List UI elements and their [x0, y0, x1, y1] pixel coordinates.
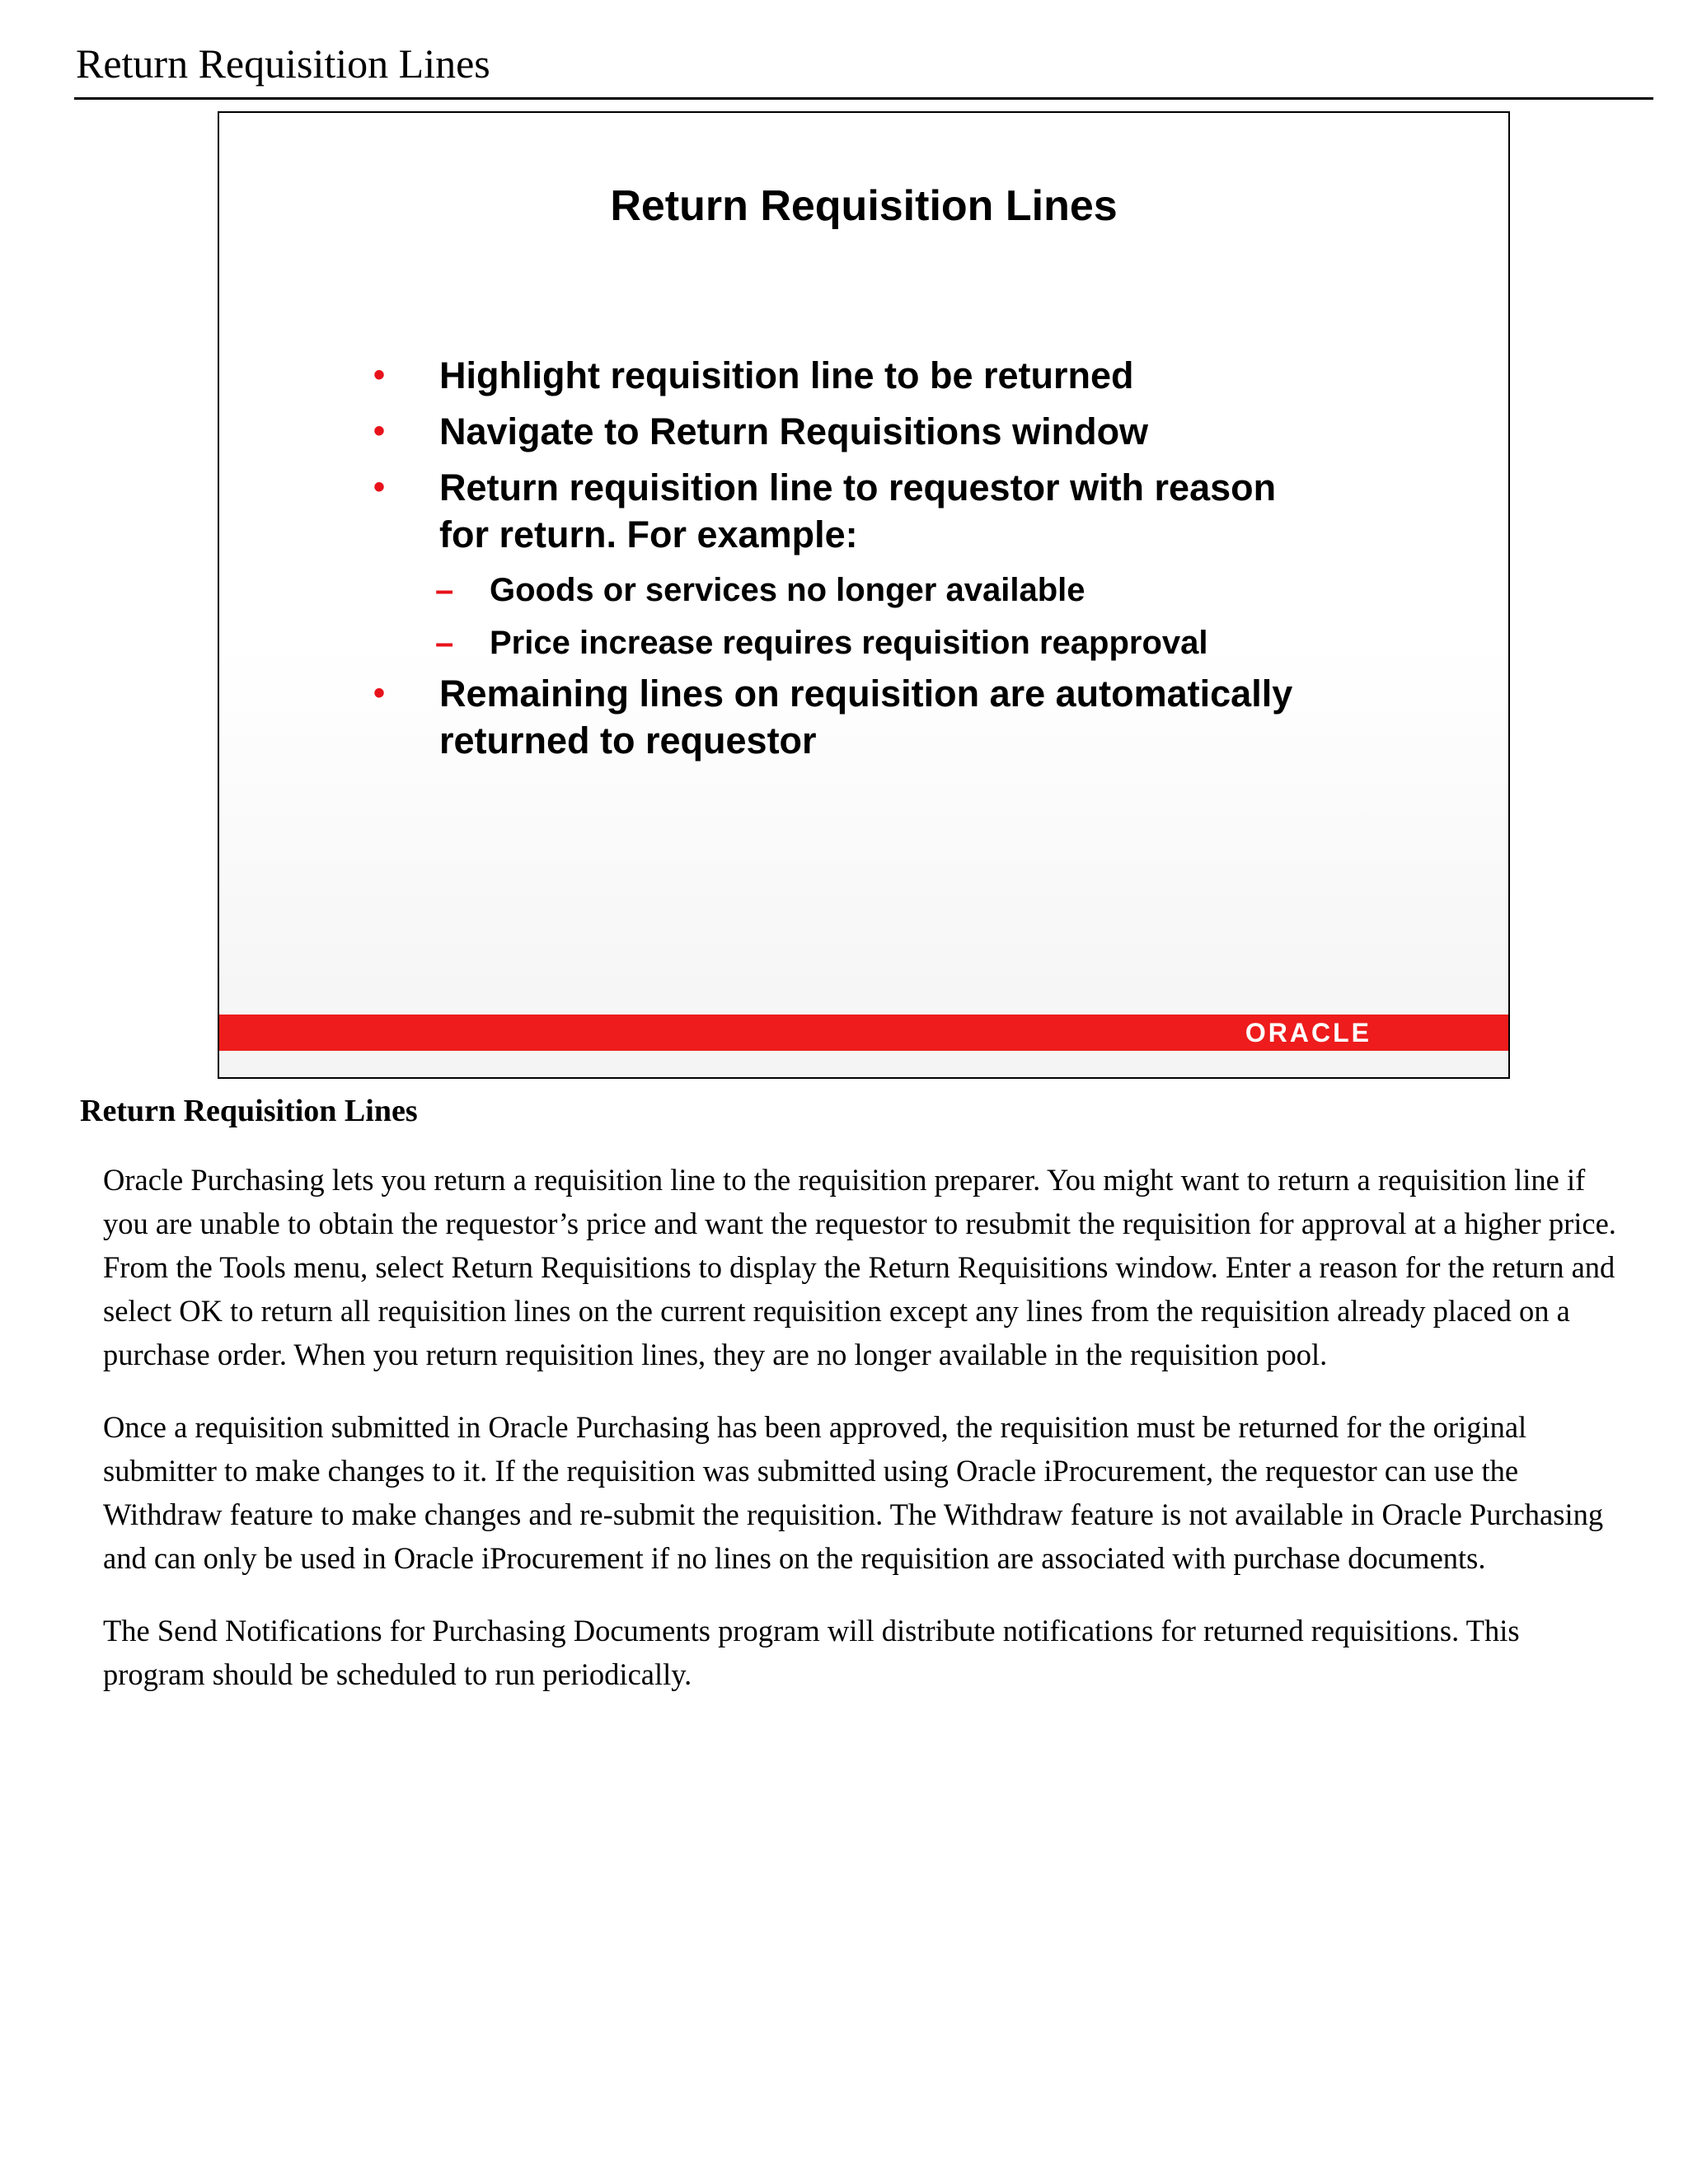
- slide-bullet-text: Return requisition line to requestor with reason for return. For example:: [439, 466, 1277, 555]
- slide-bullet: [373, 408, 1362, 455]
- slide-bullet: [373, 352, 1362, 399]
- bullet-dash-icon: –: [435, 625, 454, 661]
- slide-bullet-list: [219, 113, 1508, 1077]
- slide-image: [218, 111, 1510, 1079]
- slide-title: Return Requisition Lines: [610, 182, 1118, 230]
- oracle-logo: ORACLE: [1245, 1018, 1372, 1047]
- slide-bullet-text: Navigate to Return Requisitions window: [439, 410, 1149, 452]
- body-text: [103, 1158, 1620, 1725]
- slide-sub-bullet: [435, 569, 1342, 611]
- page-header-title: Return Requisition Lines: [76, 40, 490, 87]
- slide-bullet-text: Remaining lines on requisition are automatically returned to requestor: [439, 673, 1293, 762]
- slide-sub-bullet-text: Price increase requires requisition reapproval: [490, 625, 1208, 661]
- bullet-dot-icon: •: [373, 357, 386, 393]
- body-paragraph: The Send Notifications for Purchasing Documents program will distribute notifications for returned requisitions. This program should be scheduled to run periodically.: [103, 1614, 1520, 1691]
- slide-bullet: [373, 464, 1329, 558]
- slide-sub-bullet: [435, 622, 1342, 663]
- slide-footer-bar: [219, 1015, 1508, 1051]
- bullet-dot-icon: •: [373, 469, 386, 505]
- header-divider: [74, 97, 1653, 100]
- slide-bullet-text: Highlight requisition line to be returned: [439, 354, 1134, 396]
- bullet-dot-icon: •: [373, 675, 386, 711]
- body-paragraph: Oracle Purchasing lets you return a requisition line to the requisition preparer. You might want to return a requisition line if you are unable to obtain the requestor’s price and want the requestor to resubmit the requisition for approval at a higher price. From the Tools menu, select Return Requisitions to display the Return Requisitions window. Enter a reason for the return and select OK to return all requisition lines on the current requisition except any lines from the requisition already placed on a purchase order. When you return requisition lines, they are no longer available in the requisition pool.: [103, 1163, 1616, 1371]
- slide-bullet: [373, 670, 1329, 764]
- section-heading: Return Requisition Lines: [80, 1094, 418, 1128]
- slide-sub-bullet-text: Goods or services no longer available: [490, 572, 1085, 608]
- body-paragraph: Once a requisition submitted in Oracle Purchasing has been approved, the requisition must be returned for the original submitter to make changes to it. If the requisition was submitted using Oracle iProcurement, the requestor can use the Withdraw feature to make changes and re-submit the requisition. The Withdraw feature is not available in Oracle Purchasing and can only be used in Oracle iProcurement if no lines on the requisition are associated with purchase documents.: [103, 1410, 1604, 1575]
- bullet-dash-icon: –: [435, 572, 454, 608]
- bullet-dot-icon: •: [373, 413, 386, 449]
